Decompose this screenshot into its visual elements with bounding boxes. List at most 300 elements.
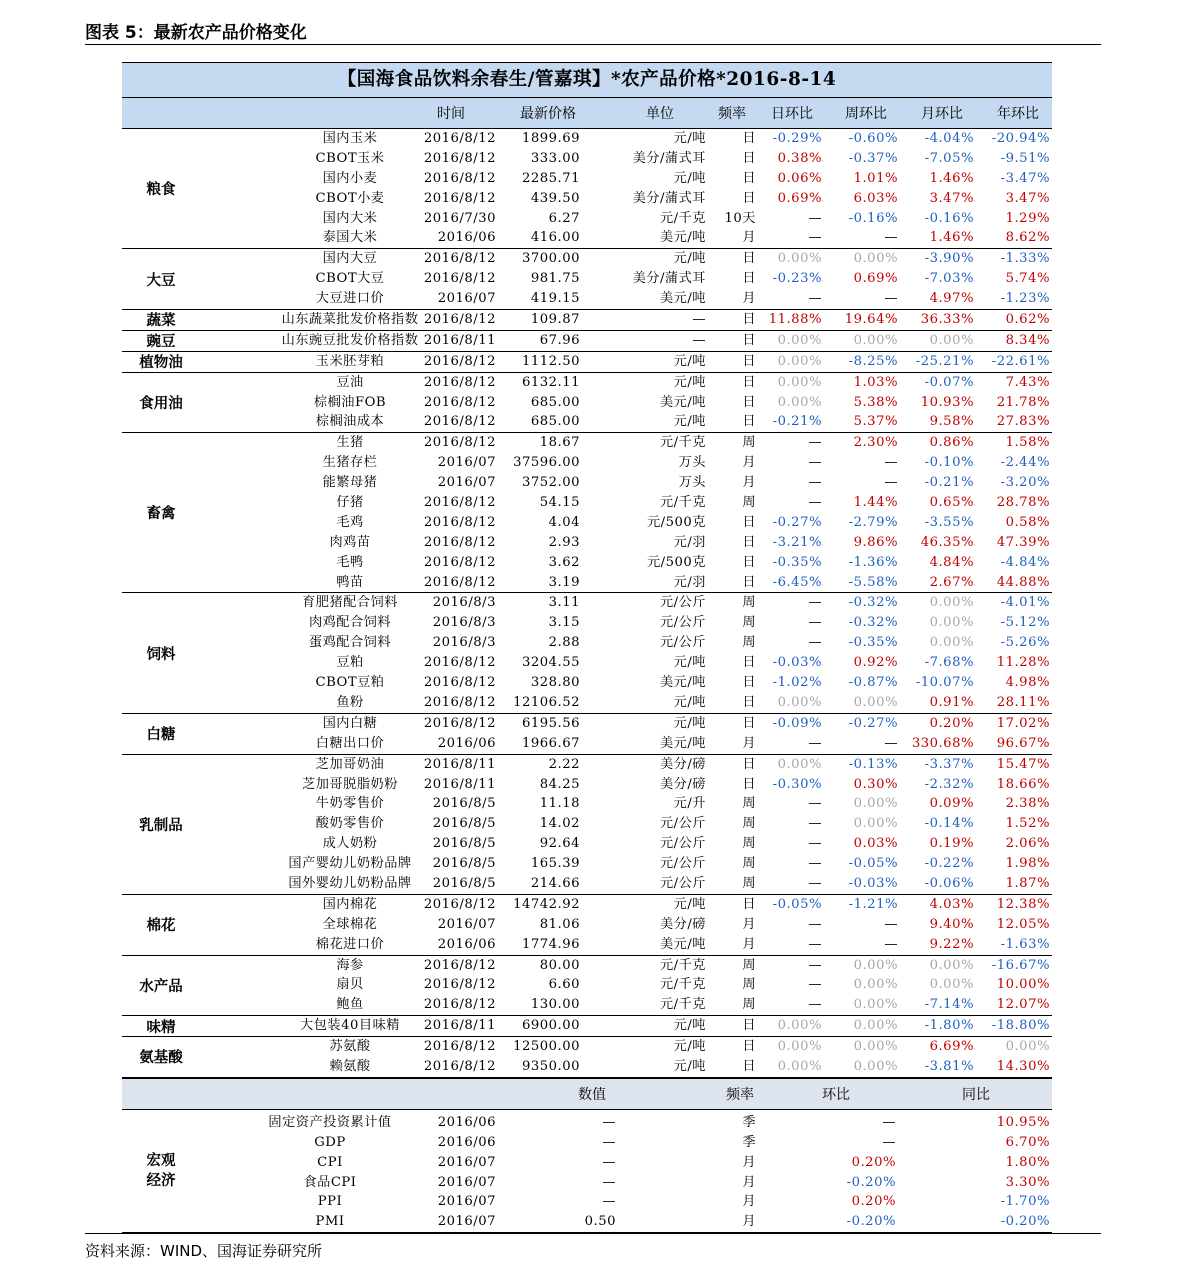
item-weekly-change: 0.00% xyxy=(853,1058,898,1074)
item-yearly-change: 10.00% xyxy=(996,977,1050,993)
item-daily-change: 0.00% xyxy=(777,251,822,267)
item-name: 赖氨酸 xyxy=(329,1058,371,1074)
item-weekly-change: 0.00% xyxy=(853,694,898,710)
group-name: 豌豆 xyxy=(146,334,176,351)
item-monthly-change: -0.22% xyxy=(924,856,974,872)
macro-header-value: 数值 xyxy=(578,1086,606,1103)
item-yearly-change: 96.67% xyxy=(996,735,1050,751)
item-time: 2016/8/11 xyxy=(423,756,496,772)
item-yearly-change: 44.88% xyxy=(996,574,1050,590)
item-weekly-change: 9.86% xyxy=(853,534,898,550)
item-monthly-change: 0.91% xyxy=(929,694,974,710)
item-price: 3.11 xyxy=(548,595,580,611)
item-unit: 元/公斤 xyxy=(659,816,706,832)
item-price: 11.18 xyxy=(539,796,580,812)
item-yearly-change: 18.66% xyxy=(996,776,1050,792)
item-yearly-change: 0.62% xyxy=(1005,312,1050,328)
table-row xyxy=(122,814,1052,834)
item-time: 2016/8/3 xyxy=(432,635,496,651)
table-row xyxy=(122,956,1052,976)
item-name: 苏氨酸 xyxy=(329,1039,371,1055)
macro-item-yoy: 3.30% xyxy=(1005,1174,1050,1190)
item-unit: 元/吨 xyxy=(673,1018,706,1034)
item-daily-change: — xyxy=(808,875,822,891)
macro-item-frequency: 季 xyxy=(742,1134,756,1150)
item-price: 4.04 xyxy=(548,514,580,530)
item-monthly-change: -1.80% xyxy=(924,1018,974,1034)
item-price: 14742.92 xyxy=(513,896,580,912)
item-price: 328.80 xyxy=(530,675,580,691)
item-unit: 元/羽 xyxy=(673,574,706,590)
item-time: 2016/8/12 xyxy=(423,353,496,369)
item-yearly-change: -22.61% xyxy=(991,353,1050,369)
item-name: 大豆进口价 xyxy=(315,291,385,307)
item-name: 山东豌豆批发价格指数 xyxy=(281,332,419,348)
item-daily-change: -0.21% xyxy=(772,414,822,430)
item-name: 国内棉花 xyxy=(322,896,378,912)
item-time: 2016/8/12 xyxy=(423,655,496,671)
table-row xyxy=(122,1037,1052,1057)
item-yearly-change: -3.20% xyxy=(1000,475,1050,491)
item-name: 芝加哥奶油 xyxy=(315,756,385,772)
item-weekly-change: 2.30% xyxy=(853,435,898,451)
item-weekly-change: — xyxy=(884,455,898,471)
item-daily-change: — xyxy=(808,210,822,226)
title-rule xyxy=(85,44,1101,45)
item-weekly-change: — xyxy=(884,936,898,952)
table-row xyxy=(122,1173,1052,1193)
item-weekly-change: 0.03% xyxy=(853,836,898,852)
item-yearly-change: 14.30% xyxy=(996,1058,1050,1074)
item-frequency: 周 xyxy=(742,875,756,891)
item-monthly-change: 4.03% xyxy=(929,896,974,912)
item-monthly-change: 36.33% xyxy=(920,312,974,328)
group-name: 饲料 xyxy=(146,646,176,663)
item-yearly-change: -5.26% xyxy=(1000,635,1050,651)
item-time: 2016/8/12 xyxy=(423,554,496,570)
item-yearly-change: 5.74% xyxy=(1005,271,1050,287)
source-rule xyxy=(85,1233,1101,1234)
item-time: 2016/8/12 xyxy=(423,251,496,267)
item-daily-change: — xyxy=(808,495,822,511)
item-unit: 元/吨 xyxy=(673,1058,706,1074)
item-time: 2016/8/12 xyxy=(423,514,496,530)
item-frequency: 日 xyxy=(742,896,756,912)
item-weekly-change: 0.69% xyxy=(853,271,898,287)
item-monthly-change: 0.00% xyxy=(929,977,974,993)
item-daily-change: — xyxy=(808,635,822,651)
item-price: 2.93 xyxy=(548,534,580,550)
item-price: 130.00 xyxy=(530,997,580,1013)
item-monthly-change: -4.04% xyxy=(924,131,974,146)
item-frequency: 日 xyxy=(742,514,756,530)
table-row xyxy=(122,1212,1052,1232)
item-daily-change: 0.06% xyxy=(777,170,822,186)
item-price: 9350.00 xyxy=(521,1058,580,1074)
macro-item-value: — xyxy=(602,1114,616,1130)
item-time: 2016/07 xyxy=(437,455,496,471)
item-daily-change: — xyxy=(808,595,822,611)
item-weekly-change: 0.00% xyxy=(853,816,898,832)
item-time: 2016/8/12 xyxy=(423,414,496,430)
item-monthly-change: -7.03% xyxy=(924,271,974,287)
header-yearly: 年环比 xyxy=(997,106,1039,122)
item-name: 国内白糖 xyxy=(322,715,378,731)
item-time: 2016/8/12 xyxy=(423,997,496,1013)
item-frequency: 日 xyxy=(742,554,756,570)
item-price: 81.06 xyxy=(539,916,580,932)
item-monthly-change: -3.81% xyxy=(924,1058,974,1074)
item-time: 2016/8/12 xyxy=(423,715,496,731)
item-unit: 万头 xyxy=(678,475,706,491)
item-time: 2016/06 xyxy=(437,735,496,751)
item-daily-change: 0.69% xyxy=(777,190,822,206)
group-10 xyxy=(122,895,1052,956)
item-frequency: 周 xyxy=(742,856,756,872)
item-price: 54.15 xyxy=(539,495,580,511)
item-yearly-change: -20.94% xyxy=(991,131,1050,146)
item-monthly-change: 330.68% xyxy=(911,735,974,751)
item-unit: 元/公斤 xyxy=(659,836,706,852)
item-daily-change: -0.09% xyxy=(772,715,822,731)
macro-item-name: PMI xyxy=(315,1214,345,1230)
table-row xyxy=(122,734,1052,754)
group-name: 蔬菜 xyxy=(146,313,176,330)
item-name: 毛鸭 xyxy=(336,554,364,570)
item-name: 生猪 xyxy=(336,435,364,451)
item-frequency: 周 xyxy=(742,796,756,812)
table-row xyxy=(122,513,1052,533)
item-monthly-change: -0.14% xyxy=(924,816,974,832)
table-row xyxy=(122,209,1052,229)
item-daily-change: 11.88% xyxy=(768,312,822,328)
item-monthly-change: -0.07% xyxy=(924,374,974,390)
item-monthly-change: -3.37% xyxy=(924,756,974,772)
item-monthly-change: -7.14% xyxy=(924,997,974,1013)
item-daily-change: 0.00% xyxy=(777,394,822,410)
table-body xyxy=(122,129,1052,1078)
item-frequency: 日 xyxy=(742,312,756,328)
item-yearly-change: 1.29% xyxy=(1005,210,1050,226)
item-frequency: 日 xyxy=(742,131,756,146)
item-unit: 元/吨 xyxy=(673,374,706,390)
item-name: 芝加哥脱脂奶粉 xyxy=(302,776,398,792)
item-weekly-change: -0.60% xyxy=(848,131,898,146)
item-frequency: 月 xyxy=(742,475,756,491)
table-row xyxy=(122,775,1052,795)
item-price: 3.15 xyxy=(548,615,580,631)
item-time: 2016/06 xyxy=(437,936,496,952)
item-yearly-change: -5.12% xyxy=(1000,615,1050,631)
item-price: 3.19 xyxy=(548,574,580,590)
item-daily-change: -0.03% xyxy=(772,655,822,671)
item-price: 18.67 xyxy=(539,435,580,451)
group-3 xyxy=(122,331,1052,352)
table-row xyxy=(122,593,1052,613)
item-price: 6900.00 xyxy=(521,1018,580,1034)
item-frequency: 日 xyxy=(742,353,756,369)
item-time: 2016/8/12 xyxy=(423,131,496,146)
item-frequency: 日 xyxy=(742,715,756,731)
macro-item-mom: — xyxy=(882,1134,896,1150)
item-yearly-change: 4.98% xyxy=(1005,675,1050,691)
table-row xyxy=(122,553,1052,573)
item-time: 2016/8/12 xyxy=(423,495,496,511)
item-monthly-change: -25.21% xyxy=(915,353,974,369)
macro-item-yoy: -0.20% xyxy=(1000,1214,1050,1230)
item-monthly-change: 9.40% xyxy=(929,916,974,932)
item-daily-change: — xyxy=(808,435,822,451)
item-time: 2016/8/11 xyxy=(423,332,496,348)
item-monthly-change: -0.10% xyxy=(924,455,974,471)
table-row xyxy=(122,915,1052,935)
group-4 xyxy=(122,352,1052,373)
item-yearly-change: 47.39% xyxy=(996,534,1050,550)
item-price: 439.50 xyxy=(530,190,580,206)
table-row xyxy=(122,935,1052,955)
item-name: 鸭苗 xyxy=(336,574,364,590)
item-yearly-change: -4.01% xyxy=(1000,595,1050,611)
item-daily-change: — xyxy=(808,957,822,973)
item-price: 6.60 xyxy=(548,977,580,993)
table-banner: 【国海食品饮料余春生/管嘉琪】*农产品价格*2016-8-14 xyxy=(122,62,1052,98)
macro-header-yoy: 同比 xyxy=(962,1086,990,1103)
item-daily-change: — xyxy=(808,816,822,832)
item-weekly-change: 0.00% xyxy=(853,796,898,812)
item-daily-change: -3.21% xyxy=(772,534,822,550)
item-weekly-change: 6.03% xyxy=(853,190,898,206)
item-frequency: 日 xyxy=(742,694,756,710)
item-weekly-change: -0.05% xyxy=(848,856,898,872)
item-frequency: 日 xyxy=(742,675,756,691)
item-weekly-change: -0.87% xyxy=(848,675,898,691)
header-frequency: 频率 xyxy=(718,106,746,122)
item-time: 2016/07 xyxy=(437,291,496,307)
item-daily-change: — xyxy=(808,230,822,246)
macro-item-name: CPI xyxy=(317,1154,343,1170)
item-price: 67.96 xyxy=(539,332,580,348)
item-time: 2016/8/5 xyxy=(432,796,496,812)
item-time: 2016/8/12 xyxy=(423,977,496,993)
macro-item-time: 2016/06 xyxy=(437,1134,496,1150)
item-yearly-change: -1.23% xyxy=(1000,291,1050,307)
item-yearly-change: -3.47% xyxy=(1000,170,1050,186)
item-daily-change: 0.00% xyxy=(777,374,822,390)
item-weekly-change: 1.01% xyxy=(853,170,898,186)
item-unit: 元/千克 xyxy=(659,957,706,973)
group-6 xyxy=(122,433,1052,593)
macro-item-frequency: 月 xyxy=(742,1214,756,1230)
item-time: 2016/8/12 xyxy=(423,1039,496,1055)
source-note: 资料来源：WIND、国海证券研究所 xyxy=(85,1242,323,1260)
header-latest-price: 最新价格 xyxy=(520,106,576,122)
item-name: 棕榈油成本 xyxy=(315,414,385,430)
item-name: 国外婴幼儿奶粉品牌 xyxy=(288,875,412,891)
item-name: 肉鸡配合饲料 xyxy=(308,615,392,631)
item-name: 仔猪 xyxy=(336,495,364,511)
item-name: 酸奶零售价 xyxy=(315,816,385,832)
table-row xyxy=(122,1057,1052,1077)
item-price: 1966.67 xyxy=(521,735,580,751)
item-daily-change: — xyxy=(808,291,822,307)
item-price: 1774.96 xyxy=(521,936,580,952)
item-time: 2016/8/3 xyxy=(432,595,496,611)
item-unit: 美元/吨 xyxy=(659,291,706,307)
group-1 xyxy=(122,249,1052,310)
item-daily-change: -0.27% xyxy=(772,514,822,530)
item-yearly-change: -16.67% xyxy=(991,957,1050,973)
item-time: 2016/7/30 xyxy=(423,210,496,226)
item-daily-change: 0.00% xyxy=(777,353,822,369)
item-weekly-change: 0.00% xyxy=(853,997,898,1013)
item-unit: 美元/吨 xyxy=(659,936,706,952)
item-name: 白糖出口价 xyxy=(315,735,385,751)
item-frequency: 日 xyxy=(742,271,756,287)
table-row xyxy=(122,874,1052,894)
item-name: CBOT豆粕 xyxy=(315,675,385,691)
item-unit: 美元/吨 xyxy=(659,675,706,691)
item-unit: 元/吨 xyxy=(673,414,706,430)
table-row xyxy=(122,533,1052,553)
macro-group xyxy=(122,1110,1052,1233)
item-yearly-change: -1.33% xyxy=(1000,251,1050,267)
item-yearly-change: 15.47% xyxy=(996,756,1050,772)
macro-item-mom: 0.20% xyxy=(851,1154,896,1170)
item-price: 6.27 xyxy=(548,210,580,226)
table-row xyxy=(122,331,1052,351)
item-time: 2016/8/12 xyxy=(423,1058,496,1074)
item-frequency: 周 xyxy=(742,495,756,511)
macro-item-mom: — xyxy=(882,1114,896,1130)
item-unit: 元/千克 xyxy=(659,997,706,1013)
item-weekly-change: -8.25% xyxy=(848,353,898,369)
item-yearly-change: -2.44% xyxy=(1000,455,1050,471)
item-weekly-change: -0.32% xyxy=(848,615,898,631)
item-time: 2016/8/12 xyxy=(423,394,496,410)
item-name: 豆油 xyxy=(336,374,364,390)
item-name: 牛奶零售价 xyxy=(315,796,385,812)
item-weekly-change: -0.35% xyxy=(848,635,898,651)
macro-item-yoy: 1.80% xyxy=(1005,1154,1050,1170)
item-unit: 元/羽 xyxy=(673,534,706,550)
item-price: 6132.11 xyxy=(521,374,580,390)
item-unit: 美分/磅 xyxy=(659,756,706,772)
item-unit: 元/公斤 xyxy=(659,856,706,872)
item-frequency: 周 xyxy=(742,615,756,631)
item-yearly-change: 2.38% xyxy=(1005,796,1050,812)
item-unit: 美分/蒲式耳 xyxy=(632,190,706,206)
item-time: 2016/8/12 xyxy=(423,896,496,912)
item-unit: 元/千克 xyxy=(659,977,706,993)
item-unit: 元/吨 xyxy=(673,170,706,186)
item-price: 2.88 xyxy=(548,635,580,651)
table-row xyxy=(122,975,1052,995)
table-row xyxy=(122,1113,1052,1133)
item-time: 2016/8/3 xyxy=(432,615,496,631)
item-unit: 万头 xyxy=(678,455,706,471)
item-frequency: 周 xyxy=(742,836,756,852)
macro-item-value: — xyxy=(602,1134,616,1150)
macro-group-name: 宏观 经济 xyxy=(146,1153,176,1190)
item-name: 国内大米 xyxy=(322,210,378,226)
item-weekly-change: 0.92% xyxy=(853,655,898,671)
item-weekly-change: 19.64% xyxy=(844,312,898,328)
macro-item-time: 2016/07 xyxy=(437,1194,496,1210)
item-unit: 元/吨 xyxy=(673,131,706,146)
macro-item-time: 2016/06 xyxy=(437,1114,496,1130)
item-yearly-change: -18.80% xyxy=(991,1018,1050,1034)
item-daily-change: 0.00% xyxy=(777,694,822,710)
item-yearly-change: -4.84% xyxy=(1000,554,1050,570)
table-header xyxy=(122,98,1052,129)
item-monthly-change: 0.00% xyxy=(929,615,974,631)
macro-item-name: GDP xyxy=(314,1134,346,1150)
item-unit: — xyxy=(692,312,706,328)
table-row xyxy=(122,473,1052,493)
item-monthly-change: -3.55% xyxy=(924,514,974,530)
item-unit: 美分/蒲式耳 xyxy=(632,150,706,166)
macro-header-mom: 环比 xyxy=(822,1086,850,1103)
item-weekly-change: -0.27% xyxy=(848,715,898,731)
macro-item-value: — xyxy=(602,1194,616,1210)
item-daily-change: -0.35% xyxy=(772,554,822,570)
item-yearly-change: 17.02% xyxy=(996,715,1050,731)
item-daily-change: — xyxy=(808,977,822,993)
item-monthly-change: -0.06% xyxy=(924,875,974,891)
item-daily-change: — xyxy=(808,615,822,631)
item-daily-change: 0.00% xyxy=(777,1039,822,1055)
macro-item-mom: 0.20% xyxy=(851,1194,896,1210)
header-daily: 日环比 xyxy=(771,106,813,122)
item-weekly-change: -0.13% xyxy=(848,756,898,772)
item-weekly-change: 1.44% xyxy=(853,495,898,511)
item-daily-change: -1.02% xyxy=(772,675,822,691)
table-row xyxy=(122,373,1052,393)
item-weekly-change: 5.38% xyxy=(853,394,898,410)
item-monthly-change: 4.84% xyxy=(929,554,974,570)
item-price: 12106.52 xyxy=(513,694,580,710)
item-unit: 元/千克 xyxy=(659,435,706,451)
macro-item-mom: -0.20% xyxy=(846,1214,896,1230)
item-time: 2016/8/11 xyxy=(423,776,496,792)
item-daily-change: — xyxy=(808,735,822,751)
group-0 xyxy=(122,129,1052,249)
item-name: 全球棉花 xyxy=(322,916,378,932)
item-name: CBOT小麦 xyxy=(315,190,385,206)
item-yearly-change: 0.58% xyxy=(1005,514,1050,530)
item-time: 2016/8/12 xyxy=(423,271,496,287)
table-row xyxy=(122,433,1052,453)
item-monthly-change: 10.93% xyxy=(920,394,974,410)
group-name: 氨基酸 xyxy=(139,1050,183,1067)
item-daily-change: -0.29% xyxy=(772,131,822,146)
item-monthly-change: 0.09% xyxy=(929,796,974,812)
table-row xyxy=(122,693,1052,713)
macro-item-yoy: -1.70% xyxy=(1000,1194,1050,1210)
item-daily-change: — xyxy=(808,796,822,812)
item-unit: 元/公斤 xyxy=(659,875,706,891)
item-monthly-change: 4.97% xyxy=(929,291,974,307)
item-daily-change: 0.00% xyxy=(777,1058,822,1074)
item-price: 333.00 xyxy=(530,150,580,166)
table-row xyxy=(122,834,1052,854)
item-monthly-change: -7.68% xyxy=(924,655,974,671)
item-time: 2016/07 xyxy=(437,916,496,932)
item-yearly-change: 1.52% xyxy=(1005,816,1050,832)
item-frequency: 日 xyxy=(742,1018,756,1034)
item-monthly-change: 2.67% xyxy=(929,574,974,590)
item-weekly-change: -0.03% xyxy=(848,875,898,891)
